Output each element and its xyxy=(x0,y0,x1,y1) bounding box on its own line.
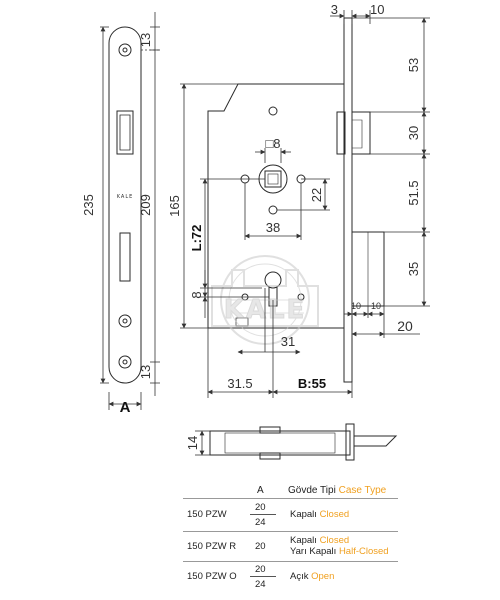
dim-face-end-bottom: 13 xyxy=(138,364,153,380)
table-row-a-value: 20 xyxy=(255,564,266,575)
table-row-type-en: Closed xyxy=(319,535,350,546)
dim-face-thickness: 3 xyxy=(330,2,338,17)
watermark-text: KALE xyxy=(223,295,307,325)
table-row-type2-en: Half-Closed xyxy=(338,546,389,557)
dim-cylinder-horizontal: 38 xyxy=(265,220,281,235)
table-row-type2-tr: Yarı Kapalı xyxy=(290,546,337,557)
dim-spindle: □8 xyxy=(265,136,281,151)
table-fraction-line xyxy=(250,514,276,515)
table-header-label-en: Case Type xyxy=(338,485,387,496)
dim-bolt-throw: 20 xyxy=(397,318,413,334)
table-row-model: 150 PZW R xyxy=(187,541,237,552)
table-row-a-value: 20 xyxy=(255,541,266,552)
table-row-type-en: Closed xyxy=(319,509,350,520)
table-rule xyxy=(183,498,398,499)
dim-cylinder-radius: 31 xyxy=(280,334,296,349)
lock-case-side-view xyxy=(208,18,384,382)
dim-bolt-height: 35 xyxy=(406,261,421,277)
table-row-model: 150 PZW xyxy=(187,509,227,520)
dim-face-overhang: 10 xyxy=(370,2,385,17)
case-dimensions xyxy=(180,10,430,398)
table-row-type-tr: Kapalı xyxy=(290,535,317,546)
table-row-model: 150 PZW O xyxy=(187,571,237,582)
dim-case-edge: 31.5 xyxy=(227,376,253,391)
table-header-label-tr: Gövde Tipi xyxy=(288,485,336,496)
table-header-a: A xyxy=(257,485,264,496)
table-row-type xyxy=(290,571,334,582)
dim-overall-height: 235 xyxy=(81,194,96,216)
dim-lever-cylinder-distance: L:72 xyxy=(189,224,204,252)
table-row-type-en: Open xyxy=(311,571,335,582)
table-row-a-value: 24 xyxy=(255,517,266,528)
table-header-case-type xyxy=(288,485,386,496)
table-rule xyxy=(183,561,398,562)
dim-bolt-projection-b: 10 xyxy=(370,301,382,311)
dim-small-offset: 8 xyxy=(189,291,204,299)
table-row-type-2 xyxy=(290,546,389,557)
dim-case-thickness: 14 xyxy=(185,435,200,451)
dim-latch-height: 30 xyxy=(406,125,421,141)
brand-mark: KALE xyxy=(116,194,134,200)
dim-faceplate-width: A xyxy=(119,399,131,416)
table-row-type xyxy=(290,509,349,520)
dim-backset: B:55 xyxy=(297,376,327,391)
table-row-a-value: 20 xyxy=(255,502,266,513)
table-row-type-tr: Kapalı xyxy=(290,509,317,520)
dim-cylinder-vertical: 22 xyxy=(309,187,324,203)
dim-top-to-latch: 53 xyxy=(406,57,421,73)
table-rule xyxy=(183,531,398,532)
table-fraction-line xyxy=(250,576,276,577)
dim-case-height: 165 xyxy=(167,195,182,217)
dim-face-hole-distance: 209 xyxy=(138,194,153,216)
table-row-type-tr: Açık xyxy=(290,571,309,582)
dim-bolt-projection-a: 10 xyxy=(350,301,362,311)
table-row-type xyxy=(290,535,349,546)
dim-latch-to-bolt: 51.5 xyxy=(406,180,421,206)
lock-top-view xyxy=(195,424,396,460)
dim-face-end-top: 13 xyxy=(138,32,153,48)
table-row-a-value: 24 xyxy=(255,579,266,590)
faceplate-front-view xyxy=(109,27,141,383)
